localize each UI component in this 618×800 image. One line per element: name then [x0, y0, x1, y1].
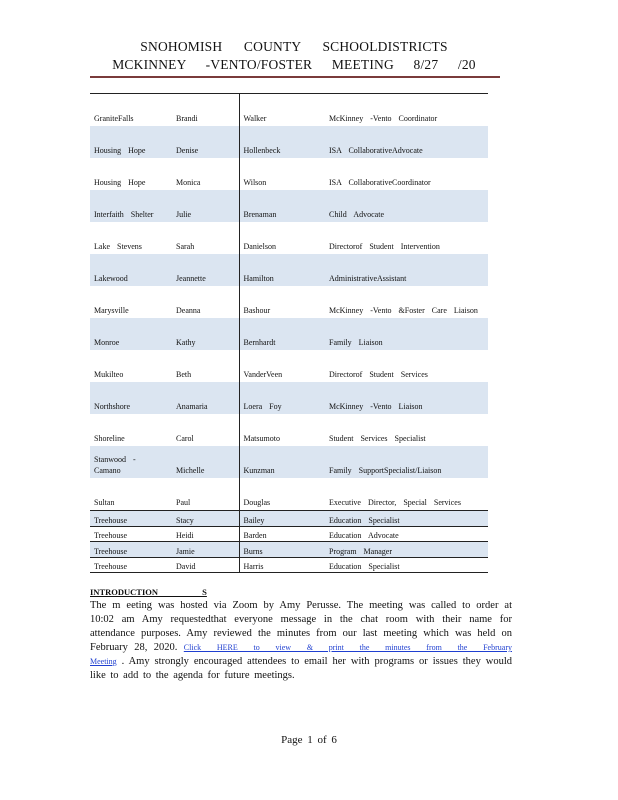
district-cell: Monroe	[90, 318, 172, 350]
table-row	[90, 94, 488, 127]
document-header	[90, 38, 498, 74]
first-name-cell: David	[172, 557, 239, 573]
district-cell: Lake Stevens	[94, 242, 142, 251]
page-number: Page 1 of 6	[281, 734, 337, 746]
district-cell: Treehouse	[90, 557, 172, 573]
first-name-cell: Heidi	[172, 526, 239, 542]
first-name-cell: Jamie	[172, 542, 239, 558]
table-row	[90, 222, 488, 254]
last-name-cell: VanderVeen	[239, 350, 325, 382]
table-row	[90, 382, 488, 414]
table-row	[90, 158, 488, 190]
intro-text-after: . Amy strongly encouraged attendees to email her with programs or issues they would like to add to the agenda for future meetings.	[90, 656, 512, 681]
first-name-cell: Anamaria	[172, 382, 239, 414]
district-cell: Stanwood - Camano	[90, 446, 172, 478]
introduction-paragraph	[90, 599, 512, 683]
last-name-cell: Douglas	[239, 478, 325, 511]
first-name-cell: Sarah	[176, 242, 195, 251]
last-name-cell: Bailey	[239, 511, 325, 527]
intro-text-before: The m eeting was hosted via Zoom by Amy Perusse. The meeting was called to order at 10:02 am Amy requestedthat everyone message in the chat room with their name for attendance purposes. Amy reviewed the minutes from our last meeting which was held on February 28, 2020.	[90, 600, 512, 653]
table-row	[90, 190, 488, 222]
header-subtitle: MCKINNEY -VENTO/FOSTER MEETING 8/27 /20	[112, 57, 476, 72]
district-cell: Housing Hope	[94, 178, 146, 187]
role-cell: Family Liaison	[325, 318, 488, 350]
role-cell: McKinney -Vento &Foster Care Liaison	[329, 306, 478, 315]
last-name-cell: Hamilton	[239, 254, 325, 286]
district-cell: Sultan	[94, 498, 115, 507]
first-name-cell: Beth	[176, 370, 192, 379]
last-name-cell: Bashour	[239, 286, 325, 318]
role-cell: Directorof Student Intervention	[329, 242, 440, 251]
role-cell: Directorof Student Services	[329, 370, 428, 379]
role-cell: ISA CollaborativeAdvocate	[325, 126, 488, 158]
table-row	[90, 478, 488, 511]
last-name-cell: Barden	[239, 526, 325, 542]
table-row	[90, 446, 488, 478]
table-row	[90, 542, 488, 558]
last-name-cell: Hollenbeck	[239, 126, 325, 158]
first-name-cell: Michelle	[172, 446, 239, 478]
last-name-cell: Loera Foy	[239, 382, 325, 414]
role-cell: Student Services Specialist	[329, 434, 426, 443]
table-row	[90, 414, 488, 446]
last-name-cell: Burns	[239, 542, 325, 558]
role-cell: Child Advocate	[325, 190, 488, 222]
role-cell: Program Manager	[325, 542, 488, 558]
header-title: SNOHOMISH COUNTY SCHOOLDISTRICTS	[140, 39, 448, 54]
district-cell: Treehouse	[90, 526, 172, 542]
district-cell: Treehouse	[90, 511, 172, 527]
district-cell: Housing Hope	[90, 126, 172, 158]
role-cell: McKinney -Vento Liaison	[325, 382, 488, 414]
first-name-cell: Denise	[172, 126, 239, 158]
first-name-cell: Paul	[176, 498, 191, 507]
table-row	[90, 286, 488, 318]
last-name-cell: Matsumoto	[239, 414, 325, 446]
last-name-cell: Harris	[239, 557, 325, 573]
district-cell: Lakewood	[90, 254, 172, 286]
first-name-cell: Brandi	[172, 94, 239, 127]
attendee-table	[90, 93, 488, 573]
district-cell: GraniteFalls	[90, 94, 172, 127]
last-name-cell: Wilson	[239, 158, 325, 190]
district-cell: Marysville	[94, 306, 129, 315]
last-name-cell: Kunzman	[239, 446, 325, 478]
role-cell: Education Specialist	[325, 511, 488, 527]
table-row	[90, 511, 488, 527]
last-name-cell: Brenaman	[239, 190, 325, 222]
role-cell: ISA CollaborativeCoordinator	[329, 178, 431, 187]
district-cell: Mukilteo	[94, 370, 124, 379]
table-row	[90, 350, 488, 382]
role-cell: Education Advocate	[325, 526, 488, 542]
district-cell: Northshore	[90, 382, 172, 414]
first-name-cell: Jeannette	[172, 254, 239, 286]
last-name-cell: Danielson	[239, 222, 325, 254]
table-row	[90, 126, 488, 158]
district-cell: Treehouse	[90, 542, 172, 558]
first-name-cell: Carol	[176, 434, 194, 443]
table-row	[90, 254, 488, 286]
district-cell: Shoreline	[94, 434, 125, 443]
role-cell: AdministrativeAssistant	[325, 254, 488, 286]
first-name-cell: Kathy	[172, 318, 239, 350]
role-cell: Education Specialist	[325, 557, 488, 573]
first-name-cell: Julie	[172, 190, 239, 222]
introduction-heading: INTRODUCTION S	[90, 587, 207, 597]
district-cell: Interfaith Shelter	[90, 190, 172, 222]
last-name-cell: Bernhardt	[239, 318, 325, 350]
first-name-cell: Stacy	[172, 511, 239, 527]
table-row	[90, 557, 488, 573]
first-name-cell: Monica	[176, 178, 201, 187]
first-name-cell: Deanna	[176, 306, 201, 315]
table-row	[90, 526, 488, 542]
role-cell: Family SupportSpecialist/Liaison	[325, 446, 488, 478]
role-cell: McKinney -Vento Coordinator	[325, 94, 488, 127]
header-divider	[90, 76, 500, 78]
last-name-cell: Walker	[239, 94, 325, 127]
table-row	[90, 318, 488, 350]
minutes-link[interactable]: Click HERE to view & print the minutes from the February Meeting	[90, 643, 512, 666]
role-cell: Executive Director, Special Services	[329, 498, 461, 507]
